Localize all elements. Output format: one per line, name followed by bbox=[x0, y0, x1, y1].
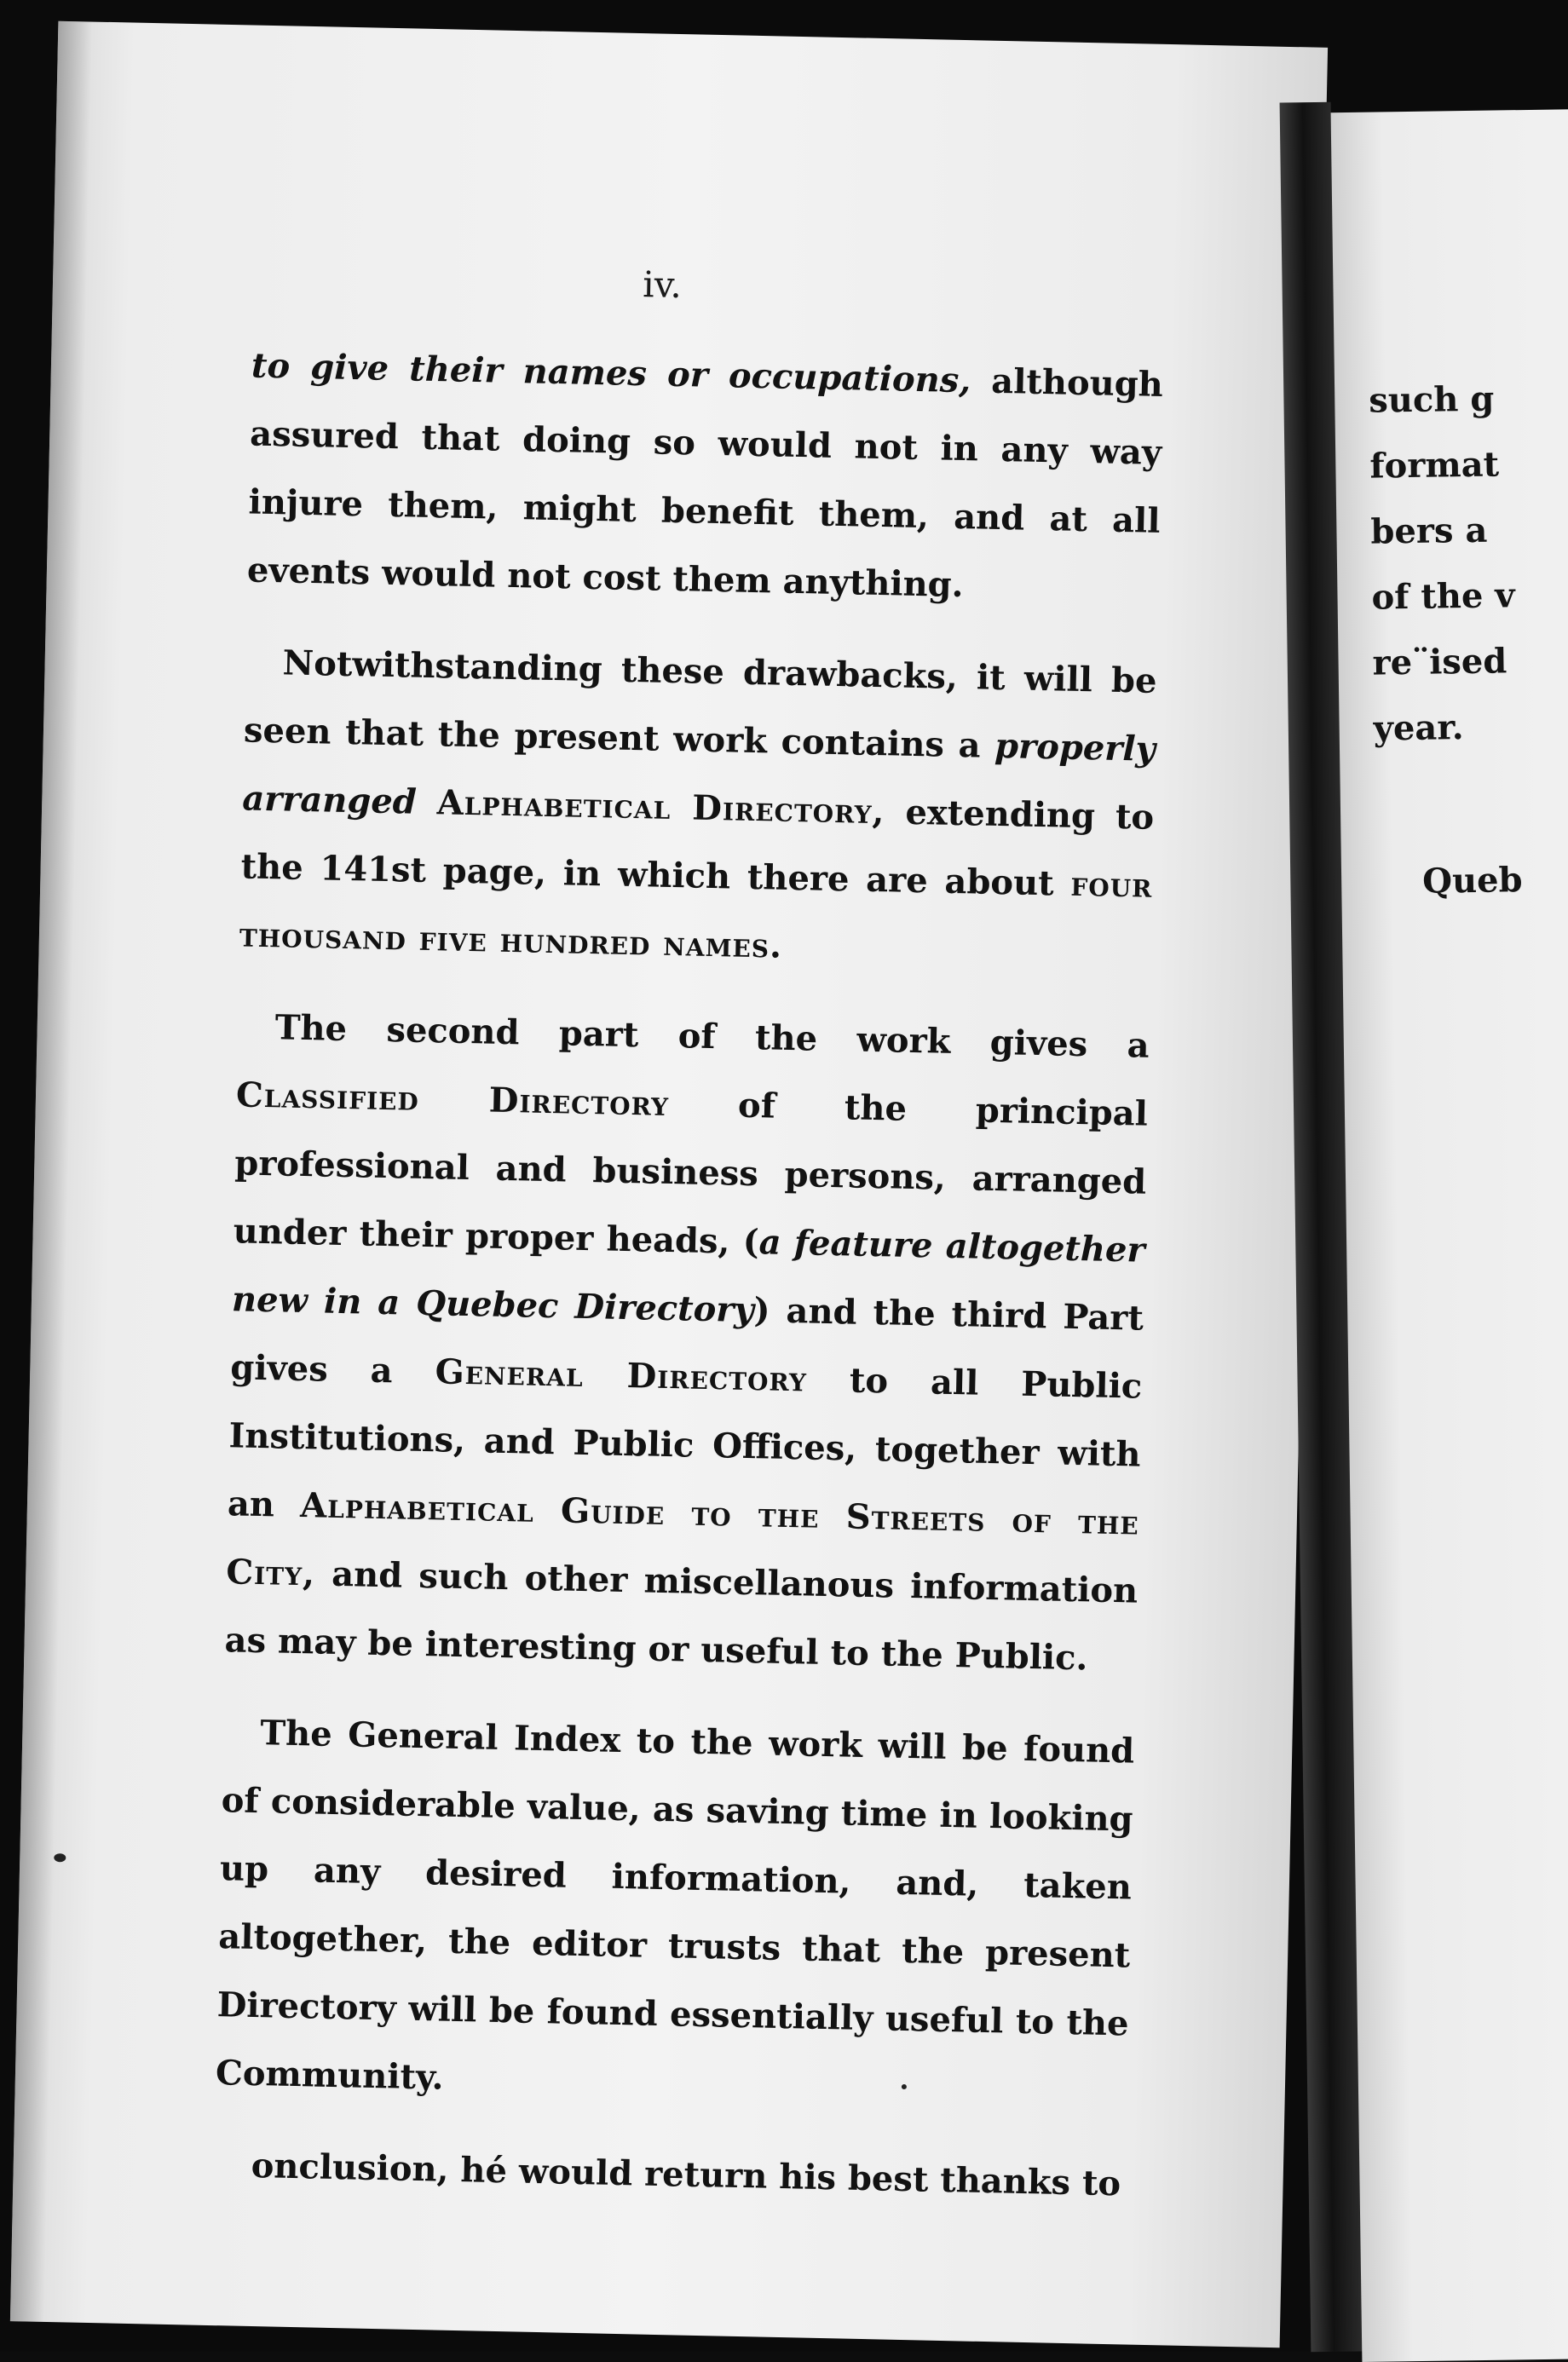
text-segment: to give their names or occupations, bbox=[251, 345, 971, 401]
paragraph bbox=[213, 2131, 1126, 2218]
text-segment: to all Public Institutions, and Public Offices, together with an bbox=[227, 1359, 1143, 1526]
text-segment: a feature altogether new in a Quebec Directory bbox=[231, 1222, 1145, 1331]
right-page-text bbox=[1369, 366, 1517, 761]
text-segment bbox=[416, 782, 437, 822]
page-number: iv. bbox=[642, 263, 683, 307]
right-page-line: re¨ised bbox=[1372, 641, 1507, 683]
text-segment: Alphabetical Directory, bbox=[436, 782, 886, 832]
paragraph bbox=[239, 628, 1157, 988]
ink-speck bbox=[54, 1853, 66, 1862]
text-segment: The second part of the work gives a bbox=[274, 1007, 1150, 1066]
ink-speck bbox=[902, 2084, 907, 2089]
text-segment: and such other miscellanous information as may be interesting or useful to the Public. bbox=[224, 1553, 1139, 1679]
text-segment: Classified Directory bbox=[235, 1074, 670, 1124]
text-segment: four thousand five hundred names. bbox=[239, 863, 1153, 966]
text-segment: ) and the third Part gives a bbox=[229, 1290, 1144, 1392]
text-segment: General Directory bbox=[435, 1351, 808, 1400]
text-segment: The General Index to the work will be found of considerable value, as saving time in looking up any desired information, and, taken altogether, the editor trusts that the present Directory will be found essentially useful to the Community. bbox=[215, 1713, 1135, 2098]
text-segment: of the principal professional and business persons, arranged under their proper heads, ( bbox=[233, 1083, 1149, 1263]
right-page-signature: Queb bbox=[1421, 860, 1523, 902]
text-segment: properly arranged bbox=[241, 725, 1156, 822]
text-segment: Notwithstanding these drawbacks, it will be seen that the present work contains a bbox=[243, 642, 1157, 766]
text-segment: Alphabetical Guide to the Streets of the City, bbox=[225, 1485, 1140, 1594]
right-page-line: bers a bbox=[1370, 510, 1488, 552]
body-text bbox=[212, 332, 1163, 2243]
right-page-line: of the v bbox=[1371, 575, 1515, 618]
text-segment: although assured that doing so would not in any way injure them, might benefit them, and at all events would not cost them anything. bbox=[246, 360, 1164, 606]
right-page-line: format bbox=[1369, 444, 1500, 487]
paragraph bbox=[224, 993, 1150, 1693]
text-segment: extending to the 141st page, in which there are about bbox=[240, 792, 1155, 904]
right-page-line: year. bbox=[1373, 707, 1464, 749]
left-page bbox=[10, 21, 1328, 2348]
paragraph bbox=[246, 332, 1163, 624]
right-page bbox=[1331, 109, 1568, 2362]
text-segment: onclusion, hé would return his best thanks to bbox=[251, 2145, 1121, 2204]
paragraph bbox=[215, 1698, 1135, 2126]
right-page-line: such g bbox=[1368, 378, 1495, 421]
